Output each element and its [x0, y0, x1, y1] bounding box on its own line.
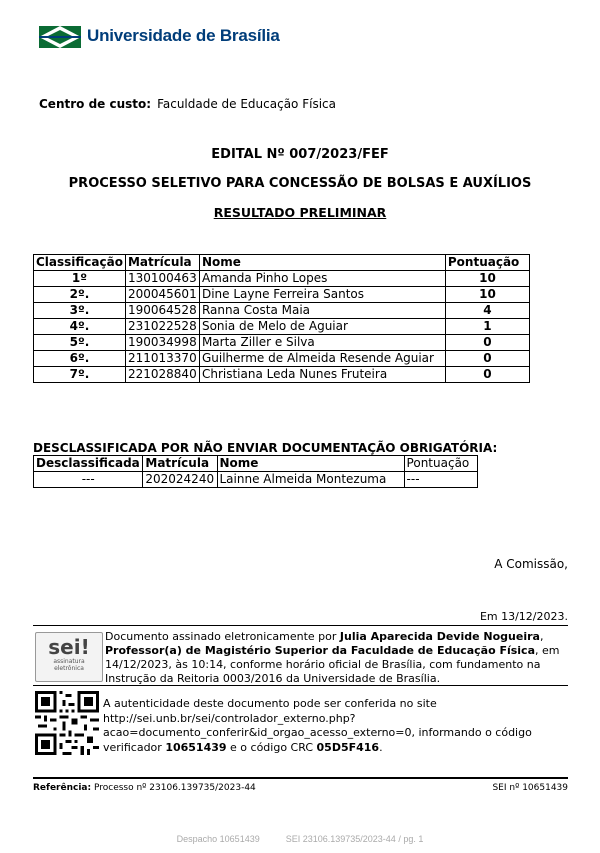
table-row — [34, 335, 530, 351]
row-matricula: 190064528 — [125, 303, 199, 319]
header-pontuacao: Pontuação — [445, 255, 529, 271]
table-row — [34, 351, 530, 367]
sei-number: SEI nº 10651439 — [492, 783, 568, 793]
page-footer — [0, 834, 600, 844]
row-status: --- — [34, 472, 143, 488]
signer-role: Professor(a) de Magistério Superior da Faculdade de Educação Física — [105, 644, 535, 657]
document-date: Em 13/12/2023. — [479, 610, 568, 623]
cost-center-value: Faculdade de Educação Física — [157, 97, 336, 111]
result-title — [0, 205, 600, 220]
row-position: 2º. — [34, 287, 126, 303]
table-row — [34, 472, 478, 488]
row-nome: Guilherme de Almeida Resende Aguiar — [199, 351, 445, 367]
row-position: 5º. — [34, 335, 126, 351]
row-pontuacao: 0 — [445, 367, 529, 383]
header-matricula: Matrícula — [143, 456, 217, 472]
header-desclassificada: Desclassificada — [34, 456, 143, 472]
header-classificacao: Classificação — [34, 255, 126, 271]
process-title: PROCESSO SELETIVO PARA CONCESSÃO DE BOLSAS E AUXÍLIOS — [68, 176, 532, 191]
row-matricula: 211013370 — [125, 351, 199, 367]
disqualified-title: DESCLASSIFICADA POR NÃO ENVIAR DOCUMENTAÇÃO OBRIGATÓRIA: — [33, 441, 498, 455]
row-pontuacao: 1 — [445, 319, 529, 335]
edital-title: EDITAL Nº 007/2023/FEF — [211, 147, 389, 162]
verification-prefix: A autenticidade deste documento pode ser conferida no site http://sei.unb.br/sei/controlador_externo.php?acao=documento_conferir&id_orgao_acesso_externo=0, informando o código verificador — [103, 697, 532, 754]
row-matricula: 130100463 — [125, 271, 199, 287]
sei-logo-sub2: eletrônica — [54, 665, 84, 672]
row-nome: Amanda Pinho Lopes — [199, 271, 445, 287]
signature-suffix: , em 14/12/2023, às 10:14, conforme horário oficial de Brasília, com fundamento na Instrução da Reitoria 0003/2016 da Universidade de Brasília. — [105, 644, 560, 685]
commission-signoff: A Comissão, — [494, 557, 568, 571]
sei-logo-text: sei! — [48, 635, 90, 659]
row-nome: Ranna Costa Maia — [199, 303, 445, 319]
header-matricula: Matrícula — [125, 255, 199, 271]
row-pontuacao: 10 — [445, 271, 529, 287]
cost-center-label: Centro de custo: — [39, 97, 152, 111]
disqualified-table — [33, 455, 478, 488]
table-row — [34, 287, 530, 303]
unb-logo-icon — [39, 26, 81, 48]
result-title-text: RESULTADO PRELIMINAR — [213, 205, 387, 220]
row-nome: Dine Layne Ferreira Santos — [199, 287, 445, 303]
divider — [33, 685, 568, 686]
row-matricula: 221028840 — [125, 367, 199, 383]
reference-value: Processo nº 23106.139735/2023-44 — [91, 783, 256, 793]
cost-center — [39, 97, 336, 111]
row-matricula: 231022528 — [125, 319, 199, 335]
table-header-row — [34, 456, 478, 472]
row-nome: Marta Ziller e Silva — [199, 335, 445, 351]
row-matricula: 190034998 — [125, 335, 199, 351]
row-position: 4º. — [34, 319, 126, 335]
divider — [33, 625, 568, 626]
row-pontuacao: 10 — [445, 287, 529, 303]
table-row — [34, 271, 530, 287]
verification-middle: e o código CRC — [226, 740, 317, 754]
reference-label: Referência: — [33, 783, 92, 793]
divider — [33, 777, 568, 779]
row-nome: Christiana Leda Nunes Fruteira — [199, 367, 445, 383]
qr-code-icon — [35, 691, 99, 755]
signature-comma: , — [539, 630, 544, 643]
header-nome: Nome — [199, 255, 445, 271]
row-pontuacao: 0 — [445, 351, 529, 367]
verification-crc: 05D5F416 — [316, 740, 380, 754]
results-table — [33, 254, 530, 383]
verification-text — [103, 697, 563, 755]
table-row — [34, 367, 530, 383]
row-matricula: 202024240 — [143, 472, 217, 488]
row-nome: Sonia de Melo de Aguiar — [199, 319, 445, 335]
footer-right: SEI 23106.139735/2023-44 / pg. 1 — [285, 834, 424, 844]
reference — [33, 783, 256, 793]
table-row — [34, 303, 530, 319]
row-position: 7º. — [34, 367, 126, 383]
verification-code: 10651439 — [165, 740, 227, 754]
header-nome: Nome — [217, 456, 404, 472]
row-matricula: 200045601 — [125, 287, 199, 303]
signature-text — [105, 630, 570, 686]
signer-name: Julia Aparecida Devide Nogueira — [339, 630, 540, 643]
table-row — [34, 319, 530, 335]
header-pontuacao: Pontuação — [404, 456, 477, 472]
footer-left: Despacho 10651439 — [176, 834, 260, 844]
row-pontuacao: --- — [404, 472, 477, 488]
institution-name: Universidade de Brasília — [87, 26, 280, 45]
sei-signature-logo — [35, 632, 103, 682]
row-pontuacao: 0 — [445, 335, 529, 351]
row-position: 6º. — [34, 351, 126, 367]
row-pontuacao: 4 — [445, 303, 529, 319]
table-header-row — [34, 255, 530, 271]
signature-prefix: Documento assinado eletronicamente por — [105, 630, 340, 643]
sei-logo-sub1: assinatura — [53, 658, 85, 665]
row-nome: Lainne Almeida Montezuma — [217, 472, 404, 488]
verification-end: . — [379, 740, 383, 754]
row-position: 1º — [34, 271, 126, 287]
row-position: 3º. — [34, 303, 126, 319]
